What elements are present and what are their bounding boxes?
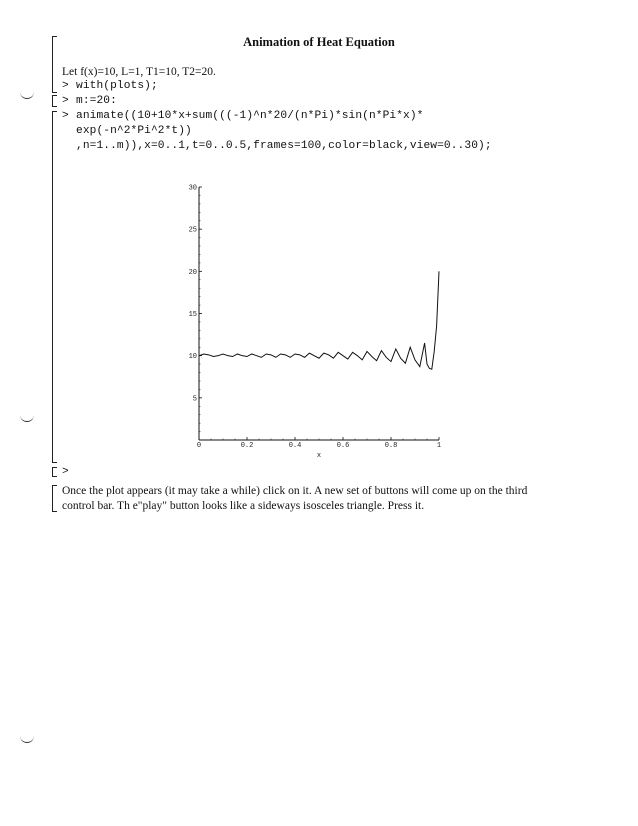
y-tick-label: 30 — [188, 184, 197, 193]
intro-text: Let f(x)=10, L=1, T1=10, T2=20. — [62, 66, 216, 78]
m-assign-command[interactable]: m:=20: — [76, 95, 117, 107]
with-plots-command[interactable]: with(plots); — [76, 80, 158, 92]
plot-axes — [199, 187, 439, 440]
plot-ticks — [189, 185, 442, 461]
prompt: > — [62, 95, 69, 107]
x-tick-label: 0.4 — [288, 442, 302, 450]
y-tick-label: 25 — [188, 226, 197, 235]
y-tick-label: 5 — [192, 395, 197, 404]
scan-mark — [20, 92, 34, 99]
x-axis-label: x — [316, 452, 322, 460]
empty-prompt[interactable]: > — [62, 466, 69, 478]
x-tick-label: 0 — [196, 442, 202, 450]
scan-mark — [20, 415, 34, 422]
animate-command-line-3[interactable]: ,n=1..m)),x=0..1,t=0..0.5,frames=100,color=black,view=0..30); — [76, 140, 492, 152]
text-group-bracket-instructions[interactable] — [52, 485, 57, 512]
scan-mark — [20, 736, 34, 743]
y-tick-label: 15 — [188, 311, 197, 319]
text-group-bracket[interactable] — [52, 36, 57, 85]
heat-equation-plot[interactable] — [170, 178, 460, 463]
input-group-bracket-with-plots[interactable] — [52, 80, 57, 93]
plot-series — [199, 271, 439, 369]
x-tick-label: 0.2 — [240, 442, 254, 450]
animate-command-line-2[interactable]: exp(-n^2*Pi^2*t)) — [76, 125, 192, 137]
animate-command-line-1[interactable]: animate((10+10*x+sum(((-1)^n*20/(n*Pi)*sin(n*Pi*x)* — [76, 110, 424, 122]
x-tick-label: 0.8 — [384, 442, 398, 450]
instructions-line-2: control bar. Th e"play" button looks like a sideways isosceles triangle. Press it. — [62, 500, 425, 512]
prompt: > — [62, 110, 69, 122]
series-line — [199, 271, 439, 369]
input-group-bracket-empty[interactable] — [52, 467, 57, 477]
x-tick-label: 1 — [436, 442, 442, 450]
y-tick-label: 10 — [188, 353, 197, 362]
x-tick-label: 0.6 — [336, 442, 350, 450]
input-group-bracket-animate[interactable] — [52, 111, 57, 463]
prompt: > — [62, 80, 69, 92]
input-group-bracket-m[interactable] — [52, 95, 57, 107]
instructions-line-1: Once the plot appears (it may take a while) click on it. A new set of buttons will come up on the third — [62, 485, 528, 497]
page-title: Animation of Heat Equation — [243, 35, 395, 49]
y-tick-label: 20 — [188, 268, 197, 277]
